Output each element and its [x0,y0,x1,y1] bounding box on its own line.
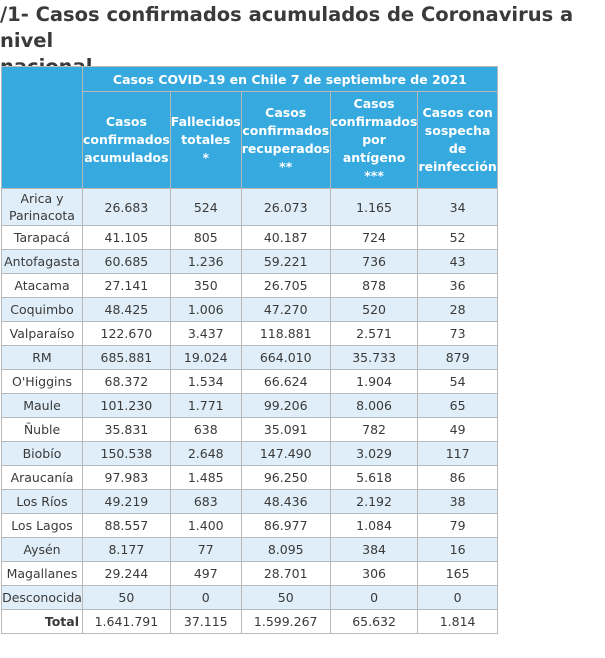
region-name-cell [2,226,83,250]
antigeno-cell: 1.084 [330,514,418,538]
acumulados-cell: 8.177 [83,538,171,562]
reinfeccion-cell: 52 [418,226,497,250]
reinfeccion-cell: 0 [418,586,497,610]
fallecidos-cell: 805 [170,226,241,250]
table-row [2,586,498,610]
region-name-cell [2,562,83,586]
region-name-cell [2,490,83,514]
reinfeccion-cell: 73 [418,322,497,346]
recuperados-cell: 28.701 [241,562,330,586]
antigeno-cell: 384 [330,538,418,562]
antigeno-cell: 736 [330,250,418,274]
acumulados-cell: 48.425 [83,298,171,322]
region-name-cell [2,394,83,418]
fallecidos-cell: 350 [170,274,241,298]
fallecidos-cell: 1.236 [170,250,241,274]
header-line: sospecha [424,123,491,138]
antigeno-cell: 520 [330,298,418,322]
region-name: Parinacota [9,208,75,223]
acumulados-cell: 50 [83,586,171,610]
table-caption-row [2,67,498,92]
region-name: Ñuble [23,422,61,437]
region-name-cell [2,189,83,226]
table-row [2,418,498,442]
region-name-cell [2,418,83,442]
header-line: confirmados [330,114,418,129]
recuperados-cell: 8.095 [241,538,330,562]
acumulados-cell: 27.141 [83,274,171,298]
header-line: confirmados [242,123,330,138]
table-row [2,538,498,562]
header-line: * [202,150,210,165]
header-line: ** [279,159,293,174]
header-casos-confirmados-antigeno [330,92,418,189]
region-header-cell [2,67,83,189]
fallecidos-cell: 638 [170,418,241,442]
total-antigeno-cell: 65.632 [330,610,418,634]
total-row [2,610,498,634]
header-line: Casos con [422,105,493,120]
region-name-cell [2,274,83,298]
table-row [2,442,498,466]
region-name-cell [2,322,83,346]
reinfeccion-cell: 54 [418,370,497,394]
table-row [2,370,498,394]
acumulados-cell: 685.881 [83,346,171,370]
reinfeccion-cell: 38 [418,490,497,514]
acumulados-cell: 49.219 [83,490,171,514]
total-acumulados-cell: 1.641.791 [83,610,171,634]
recuperados-cell: 664.010 [241,346,330,370]
header-line: reinfección [418,159,497,174]
header-line: Casos [105,114,147,129]
antigeno-cell: 3.029 [330,442,418,466]
header-line: *** [364,168,384,183]
antigeno-cell: 878 [330,274,418,298]
recuperados-cell: 99.206 [241,394,330,418]
recuperados-cell: 66.624 [241,370,330,394]
acumulados-cell: 150.538 [83,442,171,466]
header-line: por [362,132,386,147]
header-line: antígeno [342,150,406,165]
fallecidos-cell: 1.534 [170,370,241,394]
reinfeccion-cell: 49 [418,418,497,442]
fallecidos-cell: 497 [170,562,241,586]
antigeno-cell: 2.192 [330,490,418,514]
header-line: acumulados [84,150,169,165]
region-name: Antofagasta [4,254,80,269]
table-row [2,394,498,418]
table-row [2,226,498,250]
fallecidos-cell: 19.024 [170,346,241,370]
fallecidos-cell: 1.485 [170,466,241,490]
header-line: recuperados [241,141,330,156]
region-name: Magallanes [6,566,78,581]
table-row [2,562,498,586]
region-name: Araucanía [10,470,74,485]
reinfeccion-cell: 34 [418,189,497,226]
table-body [2,189,498,634]
table-row [2,322,498,346]
region-name: Maule [23,398,61,413]
covid-cases-table [1,66,498,634]
reinfeccion-cell: 36 [418,274,497,298]
recuperados-cell: 118.881 [241,322,330,346]
total-label: Total [2,610,83,634]
acumulados-cell: 97.983 [83,466,171,490]
antigeno-cell: 724 [330,226,418,250]
acumulados-cell: 35.831 [83,418,171,442]
header-casos-confirmados-acumulados [83,92,171,189]
region-name: Desconocida [2,590,82,605]
recuperados-cell: 40.187 [241,226,330,250]
header-line: totales [181,132,231,147]
recuperados-cell: 48.436 [241,490,330,514]
region-name-cell [2,346,83,370]
antigeno-cell: 306 [330,562,418,586]
antigeno-cell: 35.733 [330,346,418,370]
acumulados-cell: 41.105 [83,226,171,250]
recuperados-cell: 50 [241,586,330,610]
region-name: Atacama [14,278,70,293]
region-name-cell [2,442,83,466]
antigeno-cell: 0 [330,586,418,610]
acumulados-cell: 68.372 [83,370,171,394]
table-row [2,346,498,370]
region-name-cell [2,250,83,274]
table-row [2,490,498,514]
table-row [2,250,498,274]
total-reinfeccion-cell: 1.814 [418,610,497,634]
fallecidos-cell: 3.437 [170,322,241,346]
reinfeccion-cell: 79 [418,514,497,538]
fallecidos-cell: 524 [170,189,241,226]
region-name: Los Ríos [16,494,68,509]
header-line: Casos [353,96,395,111]
table-row [2,298,498,322]
acumulados-cell: 26.683 [83,189,171,226]
region-name: Los Lagos [11,518,73,533]
page-title-line-1: /1- Casos confirmados acumulados de Coronavirus a nivel [0,3,574,52]
region-name: Arica y [20,191,64,206]
region-name: Coquimbo [10,302,74,317]
region-name: Tarapacá [13,230,71,245]
acumulados-cell: 101.230 [83,394,171,418]
fallecidos-cell: 2.648 [170,442,241,466]
region-name: O'Higgins [12,374,72,389]
table-row [2,274,498,298]
recuperados-cell: 96.250 [241,466,330,490]
reinfeccion-cell: 879 [418,346,497,370]
header-fallecidos-totales [170,92,241,189]
recuperados-cell: 35.091 [241,418,330,442]
acumulados-cell: 88.557 [83,514,171,538]
fallecidos-cell: 0 [170,586,241,610]
fallecidos-cell: 683 [170,490,241,514]
region-name-cell [2,586,83,610]
table-caption: Casos COVID-19 en Chile 7 de septiembre de 2021 [83,67,498,92]
region-name: RM [32,350,52,365]
antigeno-cell: 2.571 [330,322,418,346]
table-row [2,466,498,490]
antigeno-cell: 1.165 [330,189,418,226]
header-casos-sospecha-reinfeccion [418,92,497,189]
header-line: Fallecidos [170,114,241,129]
region-name: Aysén [23,542,61,557]
table-row [2,189,498,226]
recuperados-cell: 26.073 [241,189,330,226]
reinfeccion-cell: 65 [418,394,497,418]
acumulados-cell: 60.685 [83,250,171,274]
reinfeccion-cell: 117 [418,442,497,466]
acumulados-cell: 122.670 [83,322,171,346]
reinfeccion-cell: 43 [418,250,497,274]
region-name: Biobío [22,446,62,461]
recuperados-cell: 26.705 [241,274,330,298]
fallecidos-cell: 1.006 [170,298,241,322]
acumulados-cell: 29.244 [83,562,171,586]
region-name-cell [2,514,83,538]
header-line: de [448,141,467,156]
antigeno-cell: 1.904 [330,370,418,394]
recuperados-cell: 47.270 [241,298,330,322]
fallecidos-cell: 77 [170,538,241,562]
header-casos-confirmados-recuperados [241,92,330,189]
fallecidos-cell: 1.771 [170,394,241,418]
antigeno-cell: 8.006 [330,394,418,418]
fallecidos-cell: 1.400 [170,514,241,538]
header-line: Casos [265,105,307,120]
region-name-cell [2,538,83,562]
region-name-cell [2,370,83,394]
antigeno-cell: 782 [330,418,418,442]
recuperados-cell: 86.977 [241,514,330,538]
total-fallecidos-cell: 37.115 [170,610,241,634]
region-name-cell [2,466,83,490]
reinfeccion-cell: 16 [418,538,497,562]
reinfeccion-cell: 28 [418,298,497,322]
antigeno-cell: 5.618 [330,466,418,490]
region-name: Valparaíso [9,326,75,341]
recuperados-cell: 59.221 [241,250,330,274]
header-line: confirmados [83,132,170,147]
table-row [2,514,498,538]
recuperados-cell: 147.490 [241,442,330,466]
region-name-cell [2,298,83,322]
total-recuperados-cell: 1.599.267 [241,610,330,634]
reinfeccion-cell: 86 [418,466,497,490]
reinfeccion-cell: 165 [418,562,497,586]
